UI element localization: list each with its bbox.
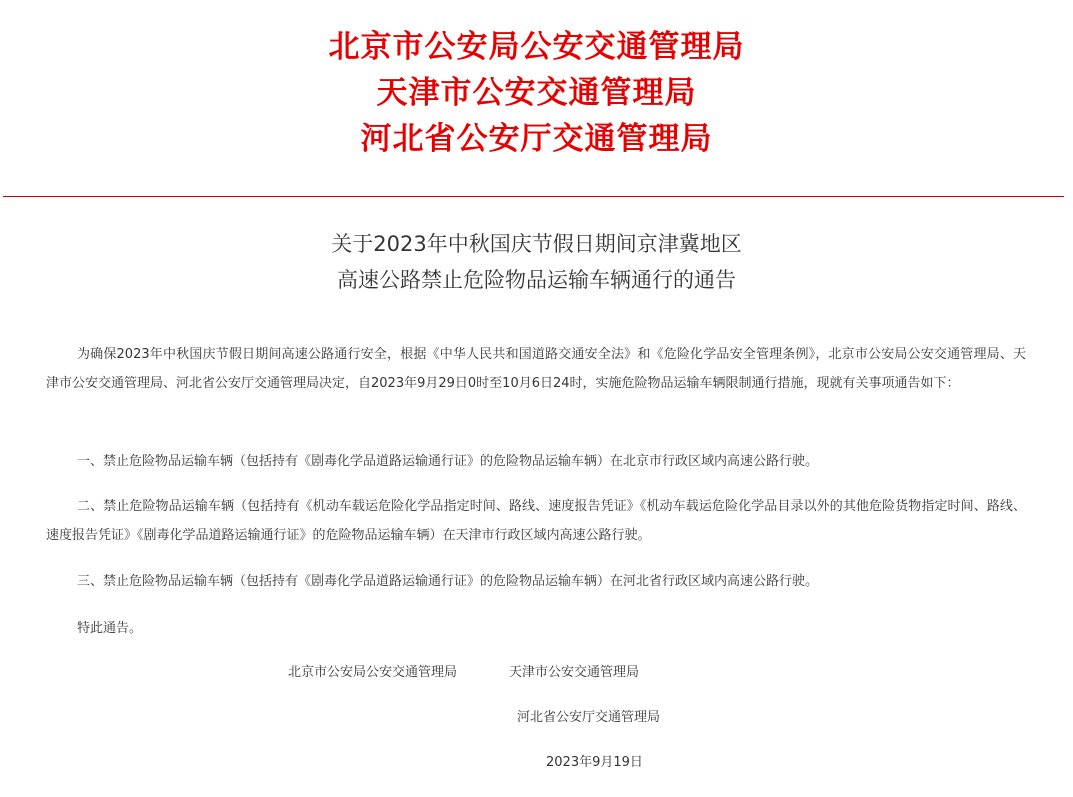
closing-paragraph: 特此通告。	[77, 621, 143, 636]
notice-title	[0, 226, 1073, 298]
notice-title-line-2: 高速公路禁止危险物品运输车辆通行的通告	[337, 268, 736, 292]
item-1-paragraph: 一、禁止危险物品运输车辆（包括持有《剧毒化学品道路运输通行证》的危险物品运输车辆）在北京市行政区域内高速公路行驶。	[77, 454, 819, 469]
item-2-paragraph: 二、禁止危险物品运输车辆（包括持有《机动车载运危险化学品指定时间、路线、速度报告凭证》《机动车载运危险化学品目录以外的其他危险货物指定时间、路线、速度报告凭证》《剧毒化学品道路运输通行证》的危险物品运输车辆）在天津市行政区域内高速公路行驶。	[46, 499, 1026, 543]
signature-date: 2023年9月19日	[546, 755, 643, 770]
authority-beijing: 北京市公安局公安交通管理局	[328, 29, 745, 65]
issuing-authorities-header	[0, 24, 1073, 162]
signature-beijing: 北京市公安局公安交通管理局	[288, 665, 458, 680]
item-3-paragraph: 三、禁止危险物品运输车辆（包括持有《剧毒化学品道路运输通行证》的危险物品运输车辆）在河北省行政区域内高速公路行驶。	[77, 574, 819, 589]
intro-paragraph: 为确保2023年中秋国庆节假日期间高速公路通行安全，根据《中华人民共和国道路交通安全法》和《危险化学品安全管理条例》，北京市公安局公安交通管理局、天津市公安交通管理局、河北省公安厅交通管理局决定，自2023年9月29日0时至10月6日24时，实施危险物品运输车辆限制通行措施，现就有关事项通告如下：	[46, 347, 1026, 391]
signature-tianjin: 天津市公安交通管理局	[509, 665, 640, 680]
authority-tianjin: 天津市公安交通管理局	[376, 75, 697, 111]
red-divider-line	[3, 196, 1064, 197]
authority-hebei: 河北省公安厅交通管理局	[360, 121, 713, 157]
notice-title-line-1: 关于2023年中秋国庆节假日期间京津冀地区	[331, 232, 742, 256]
signature-hebei: 河北省公安厅交通管理局	[517, 710, 661, 725]
